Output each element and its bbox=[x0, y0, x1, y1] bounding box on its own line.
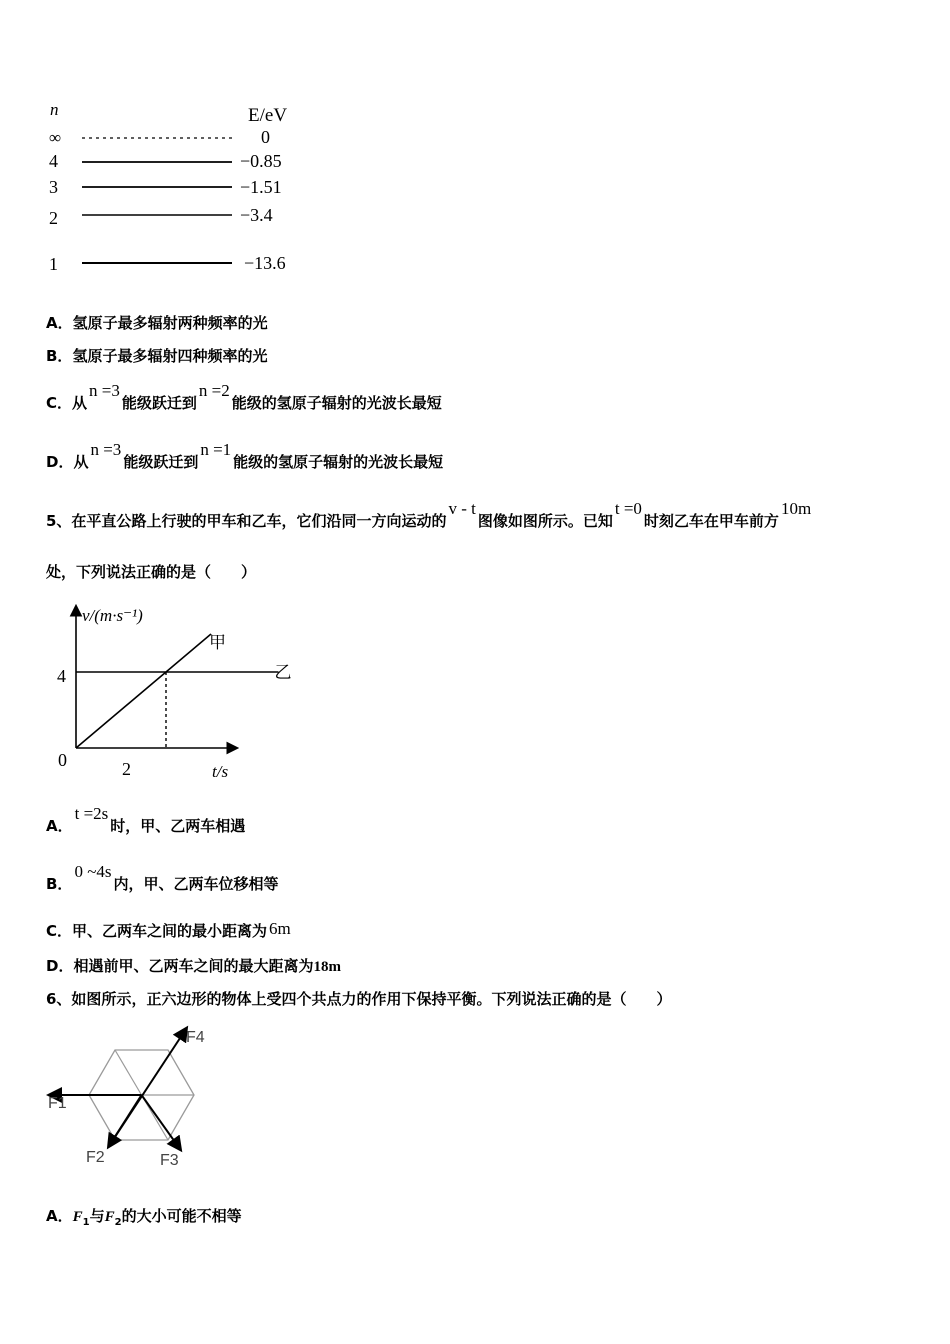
label-jia: 甲 bbox=[209, 633, 226, 652]
q6-stem: 6、如图所示，正六边形的物体上受四个共点力的作用下保持平衡。下列说法正确的是（ ） bbox=[46, 990, 672, 1008]
energy-axis-label: E/eV bbox=[248, 105, 288, 126]
math-t0: t =0 bbox=[614, 499, 642, 518]
q5-option-c: C．甲、乙两车之间的最小距离为 6m bbox=[46, 919, 291, 940]
q4-option-b: B．氢原子最多辐射四种频率的光 bbox=[46, 347, 268, 365]
level-e-3: −1.51 bbox=[240, 177, 282, 197]
label-yi: 乙 bbox=[274, 663, 292, 682]
force-f3-arrow bbox=[142, 1095, 181, 1149]
q6-option-a: A．$F_1$与$F_2$的大小可能不相等 bbox=[46, 1207, 242, 1228]
level-n-inf: ∞ bbox=[49, 128, 62, 147]
x-tick-label: 2 bbox=[122, 759, 131, 779]
x-axis-label: t/s bbox=[212, 762, 229, 781]
label-f1: F1 bbox=[48, 1095, 67, 1112]
origin-label: 0 bbox=[58, 750, 67, 770]
label-f3: F3 bbox=[160, 1152, 179, 1169]
level-n-3: 3 bbox=[49, 177, 58, 197]
q4-option-d: D．从n =3能级跃迁到n =1能级的氢原子辐射的光波长最短 bbox=[46, 440, 444, 471]
level-e-inf: 0 bbox=[261, 127, 270, 147]
q4-option-a: A．氢原子最多辐射两种频率的光 bbox=[46, 314, 268, 332]
vt-graph bbox=[40, 595, 292, 785]
math-6m: 6m bbox=[269, 919, 291, 938]
level-n-2: 2 bbox=[49, 208, 58, 228]
math-t2s: t =2s bbox=[74, 804, 109, 823]
q5-stem-line1: 5、在平直公路上行驶的甲车和乙车，它们沿同一方向运动的v - t图像如图所示。已知t =0时刻乙车在甲车前方10m bbox=[46, 499, 812, 530]
label-f2: F2 bbox=[86, 1149, 105, 1166]
math-vt: v - t bbox=[448, 499, 476, 518]
level-n-4: 4 bbox=[49, 151, 58, 171]
math-n3: n =3 bbox=[89, 381, 120, 400]
math-n3: n =3 bbox=[90, 440, 122, 459]
math-n1: n =1 bbox=[200, 440, 232, 459]
level-n-1: 1 bbox=[49, 254, 58, 274]
q5-option-a: A．t =2s时，甲、乙两车相遇 bbox=[46, 804, 246, 835]
label-f4: F4 bbox=[186, 1029, 205, 1046]
q5-option-d: D．相遇前甲、乙两车之间的最大距离为18m bbox=[46, 957, 341, 975]
math-0-4s: 0 ~4s bbox=[74, 862, 112, 881]
math-n2: n =2 bbox=[198, 381, 230, 400]
y-tick-label: 4 bbox=[57, 666, 66, 686]
level-e-4: −0.85 bbox=[240, 151, 282, 171]
q4-option-c: C．从n =3能级跃迁到n =2能级的氢原子辐射的光波长最短 bbox=[46, 381, 442, 412]
energy-level-diagram bbox=[40, 95, 320, 285]
level-e-1: −13.6 bbox=[244, 253, 286, 273]
series-jia-line bbox=[76, 634, 211, 748]
y-axis-label: v/(m·s⁻¹) bbox=[82, 606, 143, 625]
level-e-2: −3.4 bbox=[240, 205, 273, 225]
hexagon-force-diagram bbox=[40, 1022, 240, 1172]
q5-option-b: B．0 ~4s内，甲、乙两车位移相等 bbox=[46, 862, 279, 893]
n-axis-label: n bbox=[50, 100, 59, 119]
q5-stem-line2: 处，下列说法正确的是（ ） bbox=[46, 563, 257, 581]
math-10m: 10m bbox=[780, 499, 812, 518]
